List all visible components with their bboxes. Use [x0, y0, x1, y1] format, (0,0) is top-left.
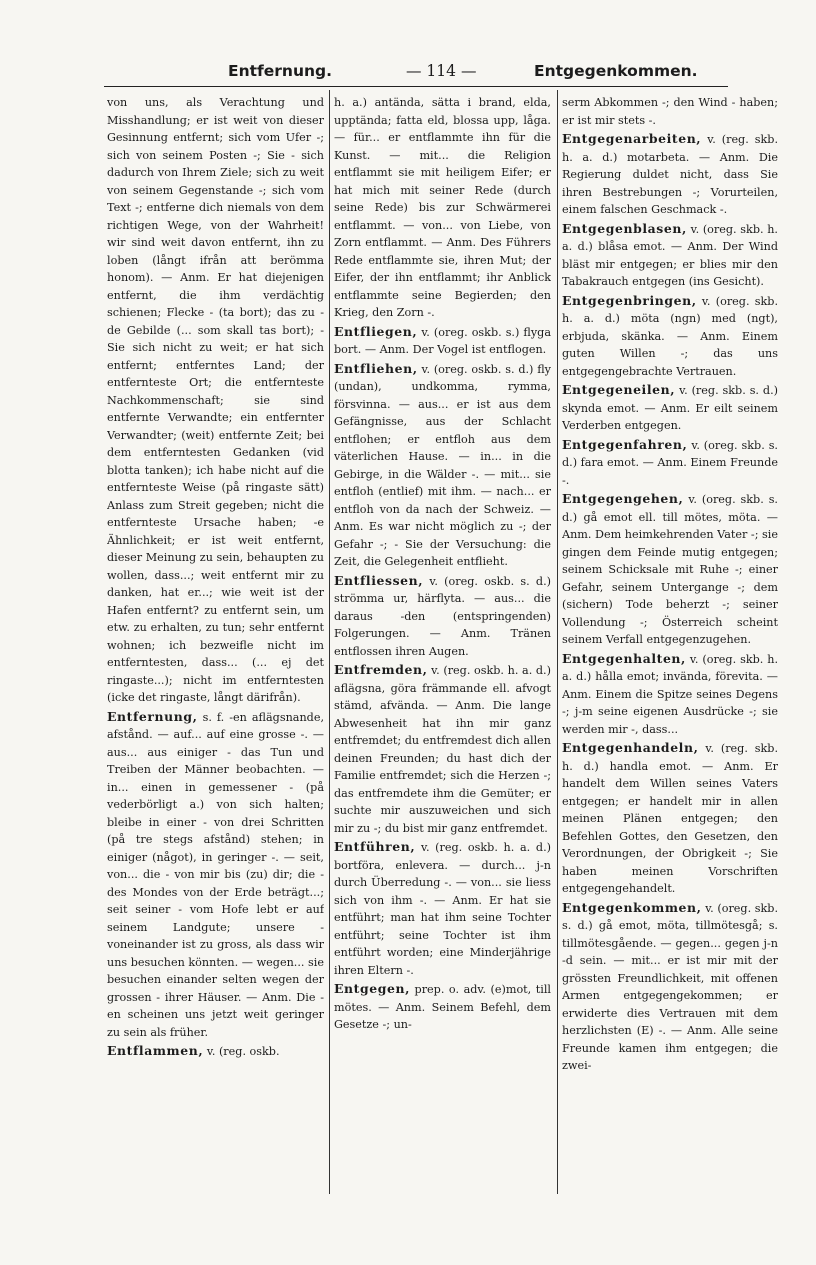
- entry-headword: Entgegenhandeln,: [562, 740, 699, 755]
- entry-headword: Entgegenhalten,: [562, 650, 686, 666]
- entry-body: v. (reg. oskb. h. a. d.) aflägsna, göra främmande ell. afvogt stämd, afvända. — Anm. Die lange Abwesenheit hat ihn mir ganz entfremdet; du entfremdest dich allen deinen Freunden; du hast dich der Familie entfremdet; sich die Herzen -; das entfremdete ihm die Gemüter; er suchte mir auszuweichen und sich mir zu -; du bist mir ganz entfremdet.: [334, 664, 551, 835]
- page-number: — 114 —: [406, 62, 477, 80]
- entry: [562, 292, 778, 381]
- entry-headword: Entgegenfahren,: [562, 436, 688, 452]
- entry-headword: Entfliegen,: [334, 323, 418, 339]
- entry: [562, 93, 778, 129]
- entry: [562, 899, 778, 1075]
- entry-headword: Entgegengehen,: [562, 491, 684, 506]
- entry-body: v. (oreg. skb. s. d.) gå emot, möta, tillmötesgå; s. tillmötesgående. — gegen... gegen j-n -d sein. — mit... er ist mir mit der grössten Freundlichkeit, mit offenen Armen entgegengekommen; er erwiderte dies Vertrauen mit dem herzlichsten (E) -. — Anm. Alle seine Freunde kamen ihm entgegen; die zwei-: [562, 901, 778, 1072]
- entry-body: v. (oreg. oskb. s. d.) fly (undan), undkomma, rymma, försvinna. — aus... er ist aus dem Gefängnisse, aus der Schlacht entflohen; er entfloh aus dem väterlichen Hause. — in... in die Gebirge, in die Wälder -. — mit... sie entfloh (entlief) mit ihm. — nach... er entfloh von da nach der Schweiz. — Anm. Es war nicht möglich zu -; der Gefahr -; - Sie der Versuchung: die Zeit, die Gelegenheit entflieht.: [334, 362, 551, 568]
- entry-body: v. (oreg. skb. h. a. d.) möta (ngn) med (ngt), erbjuda, skänka. — Anm. Einem guten Willen -; das uns entgegengebrachte Vertrauen.: [562, 294, 778, 378]
- text-column-1: [107, 93, 324, 1193]
- entry: [334, 323, 551, 359]
- entry-body: v. (reg. skb. h. a. d.) motarbeta. — Anm. Die Regierung duldet nicht, dass Sie ihren Bestrebungen -; Vorurteilen, einem falschen Geschmack -.: [562, 133, 778, 216]
- entry: [334, 360, 551, 571]
- entry-headword: Entfliessen,: [334, 572, 424, 588]
- entry: [334, 980, 551, 1034]
- entry-body: v. (oreg. skb. s. d.) fara emot. — Anm. Einem Freunde -.: [562, 438, 778, 487]
- header-right-guideword: Entgegenkommen.: [534, 62, 698, 80]
- entry: [562, 739, 778, 898]
- column-divider-1: [329, 90, 330, 1194]
- entry-headword: Entgegenkommen,: [562, 899, 702, 915]
- entry-body: v. (reg. oskb.: [206, 1045, 280, 1058]
- entry: [562, 490, 778, 649]
- entry-body: v. (oreg. oskb. s.) flyga bort. — Anm. Der Vogel ist entflogen.: [334, 325, 551, 356]
- entry: [334, 93, 551, 322]
- column-divider-2: [557, 90, 558, 1194]
- entry-body: s. f. -en aflägsnande, afstånd. — auf... auf eine grosse -. — aus... aus einiger - das Tun und Treiben der Männer beobachten. — in... einen in gemessener - (på vederbörligt a.) von sich halten; bleibe in einer - von drei Schritten (på tre stegs afstånd) stehen; in einiger (något), in geringer -. — seit, von... die - von mir bis (zu) dir; die - des Mondes von der Erde beträgt...; seit seiner - vom Hofe lebt er auf seinem Landgute; unsere - voneinander ist zu gross, als dass wir uns besuchen könnten. — wegen... sie besuchen einander selten wegen der grossen - ihrer Häuser. — Anm. Die -en scheinen uns jetzt weit geringer zu sein als früher.: [107, 710, 324, 1039]
- entry-body: v. (oreg. oskb. s. d.) strömma ur, härflyta. — aus... die daraus -den (entspringenden) Folgerungen. — Anm. Tränen entflossen ihren Augen.: [334, 574, 551, 658]
- entry: [562, 381, 778, 435]
- entry-body: von uns, als Verachtung und Misshandlung; er ist weit von dieser Gesinnung entfernt; sich vom Ufer -; sich von seinem Posten -; Sie - sich dadurch von Ihrem Ziele; sich zu weit von seinem Gegenstande -; sich vom Text -; entferne dich niemals von dem richtigen Wege, von der Wahrheit! wir sind weit davon entfernt, ihn zu loben (långt ifrån att berömma honom). — Anm. Er hat diejenigen entfernt, die ihm verdächtig schienen; Flecke - (ta bort); das zu -de Gebilde (... som skall tas bort); - Sie sich nicht zu weit; er hat sich entfernt; entferntes Land; der entfernteste Ort; die entfernteste Nachkommenschaft; sie sind entfernte Verwandte; ein entfernter Verwandter; (weit) entfernte Zeit; bei dem entferntesten Gedanken (vid blotta tanken); ich habe nicht auf die entfernteste Weise (på ringaste sätt) Anlass zum Streit gegeben; nicht die entfernteste Ursache haben; -e Ähnlichkeit; er ist weit entfernt, dieser Meinung zu sein, behaupten zu wollen, dass...; weit entfernt mir zu danken, hat er...; wie weit ist der Hafen entfernt? zu entfernt sein, um etw. zu erhalten, zu tun; sehr entfernt wohnen; ich bezweifle nicht im entferntesten, dass... (... ej det ringaste...); nicht im entferntesten (icke det ringaste, långt därifrån).: [107, 96, 324, 704]
- header-left-guideword: Entfernung.: [228, 62, 333, 80]
- entry-headword: Entgegenarbeiten,: [562, 131, 702, 146]
- page-header: [100, 58, 726, 84]
- entry: [107, 93, 324, 707]
- entry-headword: Entführen,: [334, 839, 416, 854]
- header-rule: [104, 86, 728, 87]
- text-column-3: [562, 93, 778, 1193]
- entry-headword: Entgegeneilen,: [562, 382, 676, 397]
- text-column-2: [334, 93, 551, 1193]
- entry: [562, 436, 778, 490]
- entry: [334, 661, 551, 837]
- entry-headword: Entfremden,: [334, 662, 428, 677]
- entry-body: v. (reg. oskb. h. a. d.) bortföra, enlevera. — durch... j-n durch Überredung -. — von... sie liess sich von ihm -. — Anm. Er hat sie entführt; man hat ihm seine Tochter entführt; seine Tochter ist ihm entführt worden; eine Minderjährige ihren Eltern -.: [334, 841, 551, 977]
- entry: [562, 650, 778, 739]
- entry: [334, 572, 551, 661]
- entry: [334, 838, 551, 979]
- entry-body: h. a.) antända, sätta i brand, elda, upptända; fatta eld, blossa upp, låga. — für... er entflammte ihn für die Kunst. — mit... die Religion entflammt sie mit heiligem Eifer; er hat mich mit seiner Rede (durch seine Rede) bis zur Schwärmerei entflammt. — von... von Liebe, von Zorn entflammt. — Anm. Des Führers Rede entflammte sie, ihren Mut; der Eifer, der ihn entflammt; ihr Anblick entflammte seine Begierden; den Krieg, den Zorn -.: [334, 96, 551, 319]
- entry-body: prep. o. adv. (e)mot, till mötes. — Anm. Seinem Befehl, dem Gesetze -; un-: [334, 983, 551, 1031]
- entry-headword: Entflammen,: [107, 1043, 204, 1058]
- entry: [562, 130, 778, 219]
- entry-body: v. (reg. skb. s. d.) skynda emot. — Anm. Er eilt seinem Verderben entgegen.: [562, 384, 778, 432]
- entry-headword: Entgegenbringen,: [562, 292, 697, 308]
- entry-headword: Entfliehen,: [334, 360, 418, 376]
- entry-headword: Entgegenblasen,: [562, 220, 687, 236]
- entry-body: serm Abkommen -; den Wind - haben; er ist mir stets -.: [562, 96, 778, 127]
- entry-body: v. (oreg. skb. h. a. d.) blåsa emot. — Anm. Der Wind bläst mir entgegen; er blies mir den Tabakrauch entgegen (ins Gesicht).: [562, 222, 778, 288]
- entry-body: v. (reg. skb. h. d.) handla emot. — Anm. Er handelt dem Willen seines Vaters entgegen; er handelt mir in allen meinen Plänen entgegen; den Befehlen Gottes, den Gesetzen, den Verordnungen, der Obrigkeit -; Sie haben meinen Vorschriften entgegengehandelt.: [562, 742, 778, 895]
- entry-body: v. (oreg. skb. h. a. d.) hålla emot; invända, förevita. — Anm. Einem die Spitze seines Degens -; j-m seine eigenen Ausdrücke -; sie werden mir -, dass...: [562, 652, 778, 736]
- entry: [562, 220, 778, 291]
- entry-headword: Entfernung,: [107, 708, 198, 724]
- entry-body: v. (oreg. skb. s. d.) gå emot ell. till mötes, möta. — Anm. Dem heimkehrenden Vater -; sie gingen dem Feinde mutig entgegen; seinem Schicksale mit Ruhe -; einer Gefahr, seinem Untergange -; dem (sichern) Tode beherzt -; seiner Vollendung -; Österreich scheint seinem Verfall entgegenzugehen.: [562, 493, 778, 646]
- entry: [107, 1042, 324, 1061]
- entry-headword: Entgegen,: [334, 981, 410, 996]
- entry: [107, 708, 324, 1042]
